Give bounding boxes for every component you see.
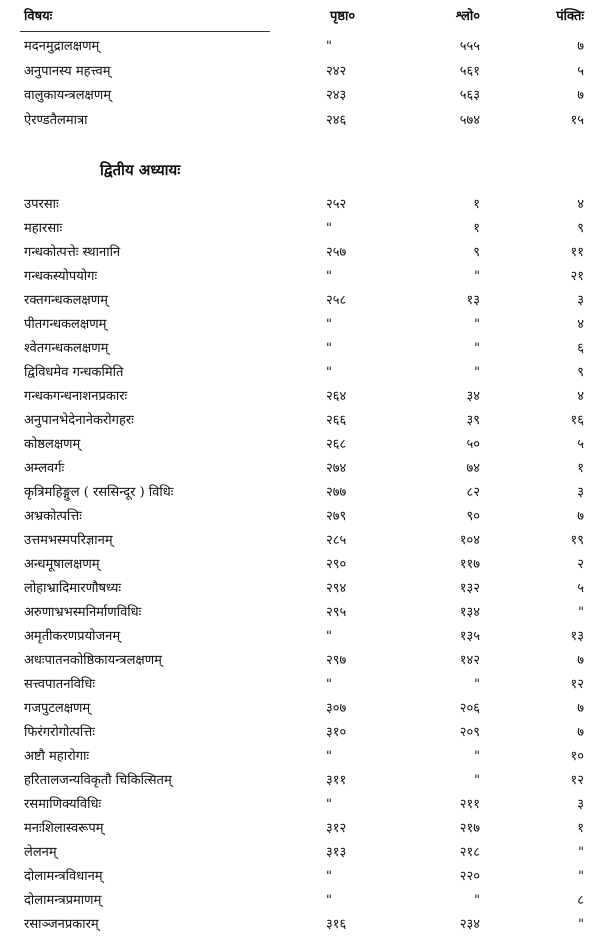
entry-line-number: ४ — [577, 389, 584, 404]
entry-page-number: २६४ — [326, 389, 347, 404]
entry-page-number: " — [326, 869, 332, 884]
entry-page-number: २६६ — [326, 413, 347, 428]
entry-line-number: ६ — [577, 341, 584, 356]
index-entry-row — [0, 410, 600, 432]
entry-subject: अम्लवर्गः — [24, 461, 65, 476]
entry-subject: गन्धकोत्पत्तेः स्थानानि — [24, 245, 121, 260]
entry-subject: अनुपानस्य महत्त्वम् — [24, 63, 111, 79]
entry-line-number: ११ — [570, 245, 584, 260]
line-column-header: पंक्तिः — [556, 9, 584, 24]
index-entry-row — [0, 530, 600, 552]
entry-subject: वालुकायन्त्रलक्षणम् — [24, 88, 112, 103]
entry-shloka-number: २१८ — [459, 845, 480, 860]
entry-shloka-number: १ — [473, 197, 480, 212]
index-entry-row — [0, 85, 600, 107]
index-entry-row — [0, 434, 600, 456]
entry-page-number: २९० — [326, 557, 347, 572]
entry-line-number: १९ — [570, 533, 584, 548]
entry-line-number: ७ — [577, 88, 584, 103]
entry-line-number: ४ — [577, 317, 584, 332]
entry-shloka-number: " — [474, 269, 480, 284]
entry-shloka-number: २१७ — [459, 821, 480, 836]
index-entry-row — [0, 266, 600, 288]
entry-subject: रक्तगन्धकलक्षणम् — [24, 293, 108, 308]
entry-page-number: २७४ — [326, 461, 347, 476]
chapter-2-heading: द्वितीय अध्यायः — [100, 161, 181, 179]
index-entry-row — [0, 890, 600, 912]
entry-line-number: ७ — [577, 653, 584, 668]
entry-line-number: १२ — [570, 773, 584, 788]
entry-line-number: ३ — [577, 797, 584, 812]
entry-shloka-number: ३४ — [466, 389, 480, 404]
index-entry-row — [0, 626, 600, 648]
entry-page-number: ३१३ — [326, 845, 347, 860]
entry-shloka-number: " — [474, 677, 480, 692]
entry-subject: पीतगन्धकलक्षणम् — [24, 317, 107, 332]
entry-subject: अन्धमूषालक्षणम् — [24, 557, 100, 572]
entry-subject: सत्त्वपातनविधिः — [24, 677, 95, 692]
entry-subject: उत्तमभस्मपरिज्ञानम् — [24, 533, 113, 548]
entry-shloka-number: १३२ — [459, 581, 480, 596]
entry-page-number: ३१० — [326, 725, 347, 740]
entry-shloka-number: " — [474, 365, 480, 380]
entry-line-number: २ — [577, 557, 584, 572]
entry-page-number: " — [326, 317, 332, 332]
entry-page-number: २६८ — [326, 437, 347, 452]
entry-shloka-number: १ — [473, 221, 480, 236]
entry-shloka-number: " — [474, 317, 480, 332]
entry-page-number: २७९ — [326, 509, 347, 524]
entry-page-number: " — [326, 269, 332, 284]
entry-shloka-number: २०९ — [459, 725, 480, 740]
index-entry-row — [0, 338, 600, 360]
shloka-column-header: श्लो० — [455, 9, 480, 24]
index-entry-row — [0, 674, 600, 696]
entry-shloka-number: १०४ — [459, 533, 480, 548]
entry-subject: कृत्रिमहिङ्गुल ( रससिन्दूर ) विधिः — [24, 485, 174, 500]
entry-shloka-number: ७४ — [466, 461, 480, 476]
entry-line-number: " — [578, 605, 584, 620]
entry-subject: हरितालजन्यविकृतौ चिकित्सितम् — [24, 773, 172, 788]
entry-page-number: २५८ — [326, 293, 347, 308]
entry-page-number: ३११ — [326, 773, 347, 788]
index-entry-row — [0, 602, 600, 624]
entry-line-number: ५ — [577, 63, 584, 79]
index-entry-row — [0, 722, 600, 744]
page-column-header: पृष्ठा० — [330, 9, 356, 24]
index-entry-row — [0, 314, 600, 336]
entry-subject: गन्धकगन्धनाशनप्रकारः — [24, 389, 128, 404]
index-entry-row — [0, 218, 600, 240]
index-entry-row — [0, 61, 600, 83]
index-entry-row — [0, 866, 600, 888]
entry-line-number: ७ — [577, 701, 584, 716]
entry-subject: ऐरण्डतैलमात्रा — [24, 112, 88, 128]
entry-subject: महारसाः — [24, 221, 63, 236]
entry-line-number: १६ — [570, 413, 584, 428]
entry-subject: गजपुटलक्षणम् — [24, 701, 91, 716]
entry-shloka-number: " — [474, 773, 480, 788]
index-entry-row — [0, 482, 600, 504]
entry-line-number: ९ — [577, 221, 584, 236]
entry-page-number: ३०७ — [326, 701, 347, 716]
entry-shloka-number: ५५५ — [459, 39, 480, 54]
entry-subject: उपरसाः — [24, 197, 59, 212]
entry-subject: अधःपातनकोष्ठिकायन्त्रलक्षणम् — [24, 653, 162, 668]
entry-shloka-number: २२० — [459, 869, 480, 884]
entry-line-number: ३ — [577, 293, 584, 308]
entry-page-number: " — [326, 39, 332, 54]
header-underline — [20, 31, 270, 32]
entry-line-number: ९ — [577, 365, 584, 380]
index-entry-row — [0, 578, 600, 600]
index-entry-row — [0, 770, 600, 792]
index-entry-row — [0, 290, 600, 312]
entry-subject: मनःशिलास्वरूपम् — [24, 821, 104, 836]
entry-line-number: " — [578, 869, 584, 884]
entry-line-number: १० — [570, 749, 584, 764]
entry-line-number: १५ — [570, 112, 584, 128]
entry-page-number: " — [326, 341, 332, 356]
entry-line-number: ८ — [577, 893, 584, 908]
entry-line-number: ७ — [577, 39, 584, 54]
index-entry-row — [0, 698, 600, 720]
entry-shloka-number: ५० — [466, 437, 480, 452]
entry-page-number: ३१२ — [326, 821, 347, 836]
entry-subject: अभ्रकोत्पत्तिः — [24, 509, 82, 524]
entry-page-number: " — [326, 893, 332, 908]
entry-shloka-number: ९ — [473, 245, 480, 260]
entry-line-number: ३ — [577, 485, 584, 500]
entry-line-number: १२ — [570, 677, 584, 692]
entry-line-number: १ — [577, 461, 584, 476]
index-entry-row — [0, 554, 600, 576]
entry-shloka-number: १३ — [466, 293, 480, 308]
entry-subject: मदनमुद्रालक्षणम् — [24, 39, 100, 54]
entry-subject: श्वेतगन्धकलक्षणम् — [24, 341, 109, 356]
entry-page-number: २९५ — [326, 605, 347, 620]
entry-page-number: २८५ — [326, 533, 347, 548]
index-entry-row — [0, 194, 600, 216]
entry-line-number: ४ — [577, 197, 584, 212]
entry-page-number: २४६ — [326, 112, 347, 128]
entry-page-number: २५२ — [326, 197, 347, 212]
entry-page-number: " — [326, 365, 332, 380]
entry-line-number: " — [578, 917, 584, 932]
entry-subject: दोलामन्त्रप्रमाणम् — [24, 893, 102, 908]
index-entry-row — [0, 242, 600, 264]
entry-subject: अष्टौ महारोगाः — [24, 749, 90, 764]
entry-subject: द्विविधमेव गन्धकमिति — [24, 365, 124, 380]
index-entry-row — [0, 914, 600, 936]
entry-line-number: ७ — [577, 509, 584, 524]
entry-shloka-number: " — [474, 341, 480, 356]
entry-shloka-number: ३९ — [466, 413, 480, 428]
entry-page-number: " — [326, 749, 332, 764]
index-entry-row — [0, 386, 600, 408]
entry-subject: रसाञ्जनप्रकारम् — [24, 917, 99, 932]
entry-shloka-number: १३५ — [459, 629, 480, 644]
entry-subject: अमृतीकरणप्रयोजनम् — [24, 629, 121, 644]
index-entry-row — [0, 842, 600, 864]
index-entry-row — [0, 650, 600, 672]
index-entry-row — [0, 458, 600, 480]
entry-page-number: ३१६ — [326, 917, 347, 932]
entry-subject: अनुपानभेदेनानेकरोगहरः — [24, 413, 134, 428]
entry-line-number: " — [578, 845, 584, 860]
entry-line-number: १३ — [570, 629, 584, 644]
entry-subject: फिरंगरोगोत्पत्तिः — [24, 725, 95, 740]
entry-page-number: २४३ — [326, 88, 347, 103]
entry-subject: दोलामन्त्रविधानम् — [24, 869, 103, 884]
entry-shloka-number: ५७४ — [459, 112, 480, 128]
entry-subject: लोहाभ्रादिमारणौषध्यः — [24, 581, 122, 596]
entry-line-number: ७ — [577, 725, 584, 740]
entry-page-number: " — [326, 629, 332, 644]
entry-page-number: " — [326, 797, 332, 812]
index-entry-row — [0, 746, 600, 768]
entry-shloka-number: २११ — [459, 797, 480, 812]
entry-shloka-number: १४२ — [459, 653, 480, 668]
entry-shloka-number: ९० — [466, 509, 480, 524]
entry-shloka-number: " — [474, 749, 480, 764]
entry-line-number: ५ — [577, 581, 584, 596]
entry-shloka-number: ५६३ — [459, 88, 480, 103]
column-header-row — [0, 6, 600, 28]
index-entry-row — [0, 36, 600, 58]
entry-page-number: " — [326, 677, 332, 692]
entry-shloka-number: २३४ — [459, 917, 480, 932]
index-entry-row — [0, 794, 600, 816]
entry-line-number: २१ — [570, 269, 584, 284]
entry-line-number: १ — [577, 821, 584, 836]
entry-line-number: ५ — [577, 437, 584, 452]
entry-shloka-number: ११७ — [459, 557, 480, 572]
entry-subject: लेलनम् — [24, 845, 57, 860]
entry-subject: कोष्ठलक्षणम् — [24, 437, 81, 452]
entry-shloka-number: २०६ — [459, 701, 480, 716]
entry-subject: गन्धकस्योपयोगः — [24, 269, 98, 284]
entry-page-number: २४२ — [326, 63, 347, 79]
entry-subject: अरुणाभ्रभस्मनिर्माणविधिः — [24, 605, 142, 620]
entry-shloka-number: ५६१ — [459, 63, 480, 79]
subject-column-header: विषयः — [24, 9, 53, 24]
entry-page-number: २९४ — [326, 581, 347, 596]
index-entry-row — [0, 110, 600, 132]
entry-shloka-number: ८२ — [466, 485, 480, 500]
index-entry-row — [0, 818, 600, 840]
entry-subject: रसमाणिक्यविधिः — [24, 797, 102, 812]
index-entry-row — [0, 506, 600, 528]
index-entry-row — [0, 362, 600, 384]
entry-shloka-number: " — [474, 893, 480, 908]
entry-shloka-number: १३४ — [459, 605, 480, 620]
entry-page-number: २५७ — [326, 245, 347, 260]
entry-page-number: " — [326, 221, 332, 236]
entry-page-number: २७७ — [326, 485, 347, 500]
entry-page-number: २९७ — [326, 653, 347, 668]
